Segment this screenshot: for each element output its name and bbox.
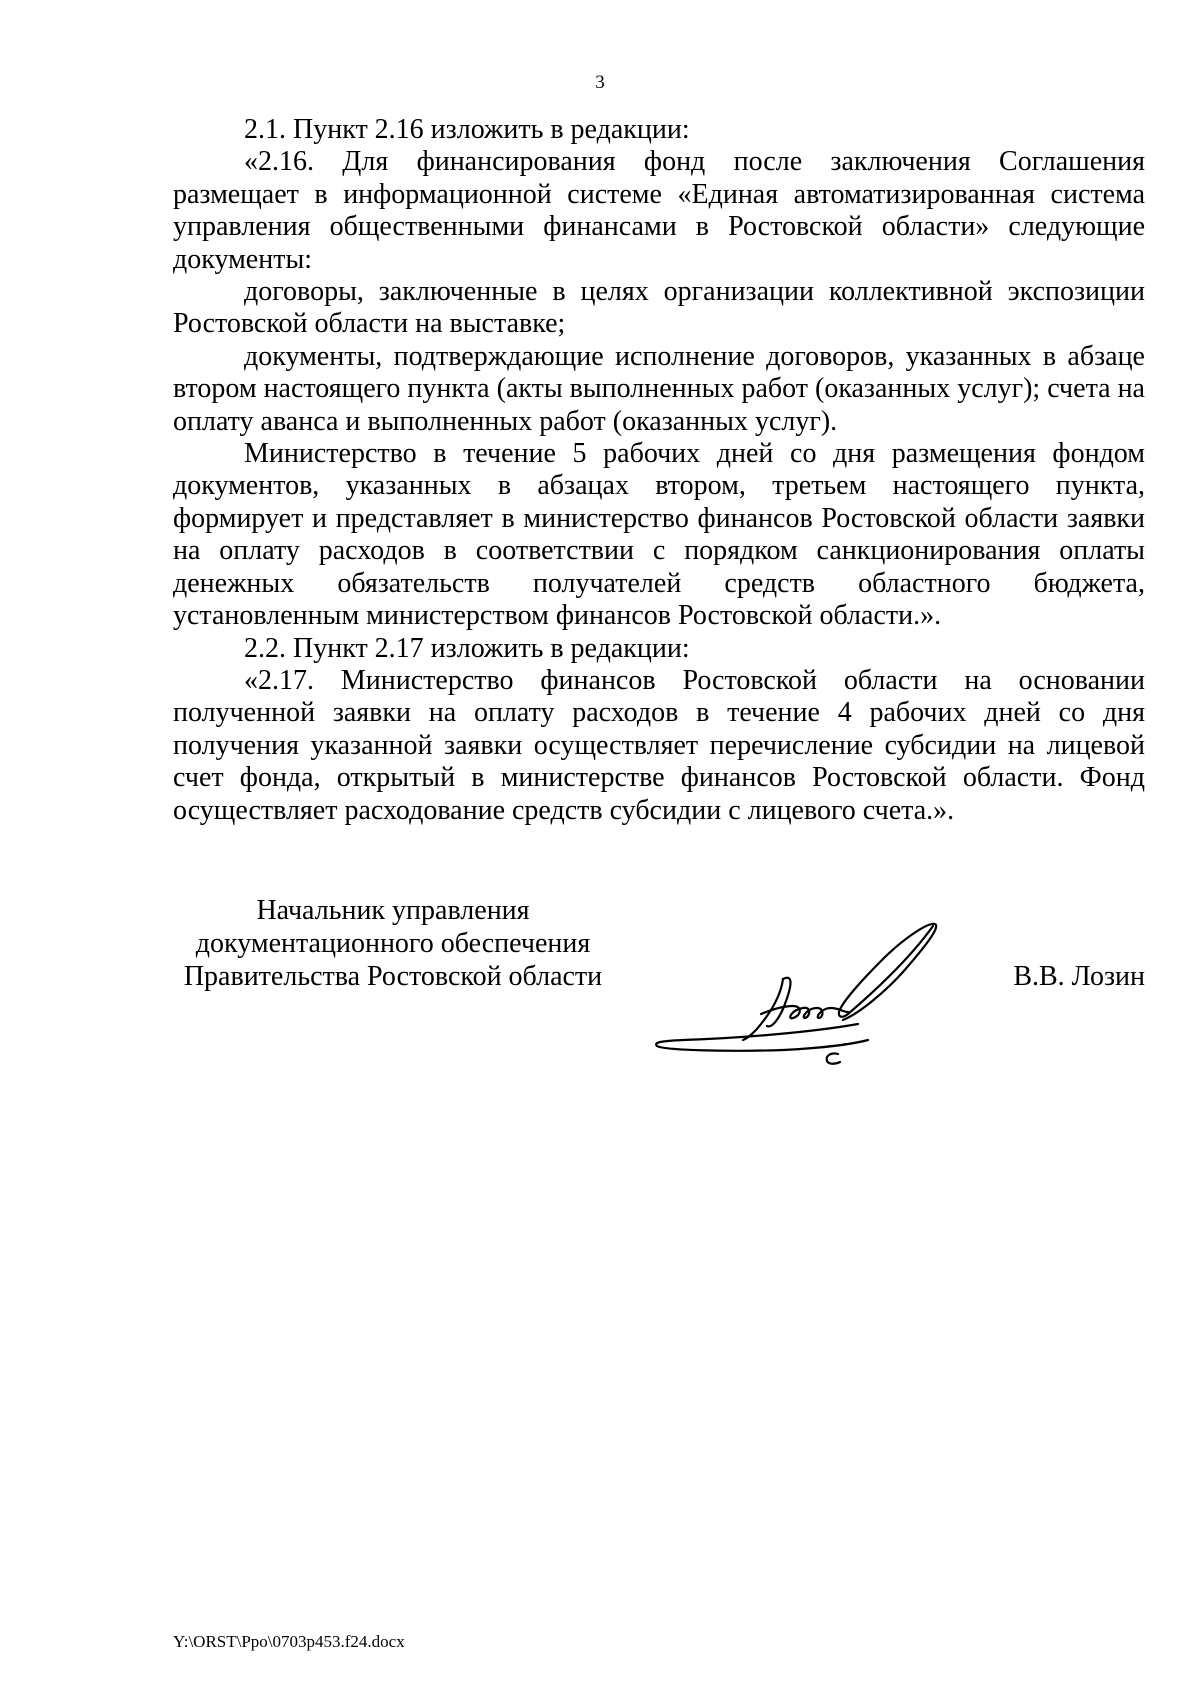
signatory-title-line: документационного обеспечения xyxy=(195,928,591,959)
paragraph-ministry-applications: Министерство в течение 5 рабочих дней со дня размещения фондом документов, указанных в абзацах втором, третьем настоящего пункта, формирует и представляет в министерство финансов Ростовской области заявки на оплату расходов в соответствии с порядком санкционирования оплаты денежных обязательств получателей средств областного бюджета, установленным министерством финансов Ростовской области.». xyxy=(173,438,1145,632)
signatory-title xyxy=(173,894,613,993)
paragraph-2-17: «2.17. Министерство финансов Ростовской области на основании полученной заявки на оплату расходов в течение 4 рабочих дней со дня получения указанной заявки осуществляет перечисление субсидии на лицевой счет фонда, открытый в министерстве финансов Ростовской области. Фонд осуществляет расходование средств субсидии с лицевого счета.». xyxy=(173,664,1145,826)
handwritten-signature xyxy=(643,914,973,1074)
signature-block xyxy=(173,894,1145,1064)
signatory-name: В.В. Лозин xyxy=(1013,961,1145,992)
page-number: 3 xyxy=(595,72,605,93)
paragraph-2-2-heading: 2.2. Пункт 2.17 изложить в редакции: xyxy=(244,632,690,664)
paragraph-confirming-documents: документы, подтверждающие исполнение договоров, указанных в абзаце втором настоящего пункта (акты выполненных работ (оказанных услуг); счета на оплату аванса и выполненных работ (оказанных услуг). xyxy=(173,340,1145,437)
paragraph-contracts: договоры, заключенные в целях организации коллективной экспозиции Ростовской области на выставке; xyxy=(173,276,1145,340)
document-body xyxy=(173,114,1145,827)
paragraph-2-1-heading: 2.1. Пункт 2.16 изложить в редакции: xyxy=(244,114,690,145)
signatory-title-line: Начальник управления xyxy=(256,895,530,926)
paragraph-2-16-intro: «2.16. Для финансирования фонд после заключения Соглашения размещает в информационной системе «Единая автоматизированная система управления общественными финансами в Ростовской области» следующие документы: xyxy=(173,146,1145,275)
footer-file-path: Y:\ORST\Ppo\0703p453.f24.docx xyxy=(173,1632,405,1651)
signatory-title-line: Правительства Ростовской области xyxy=(183,961,603,992)
